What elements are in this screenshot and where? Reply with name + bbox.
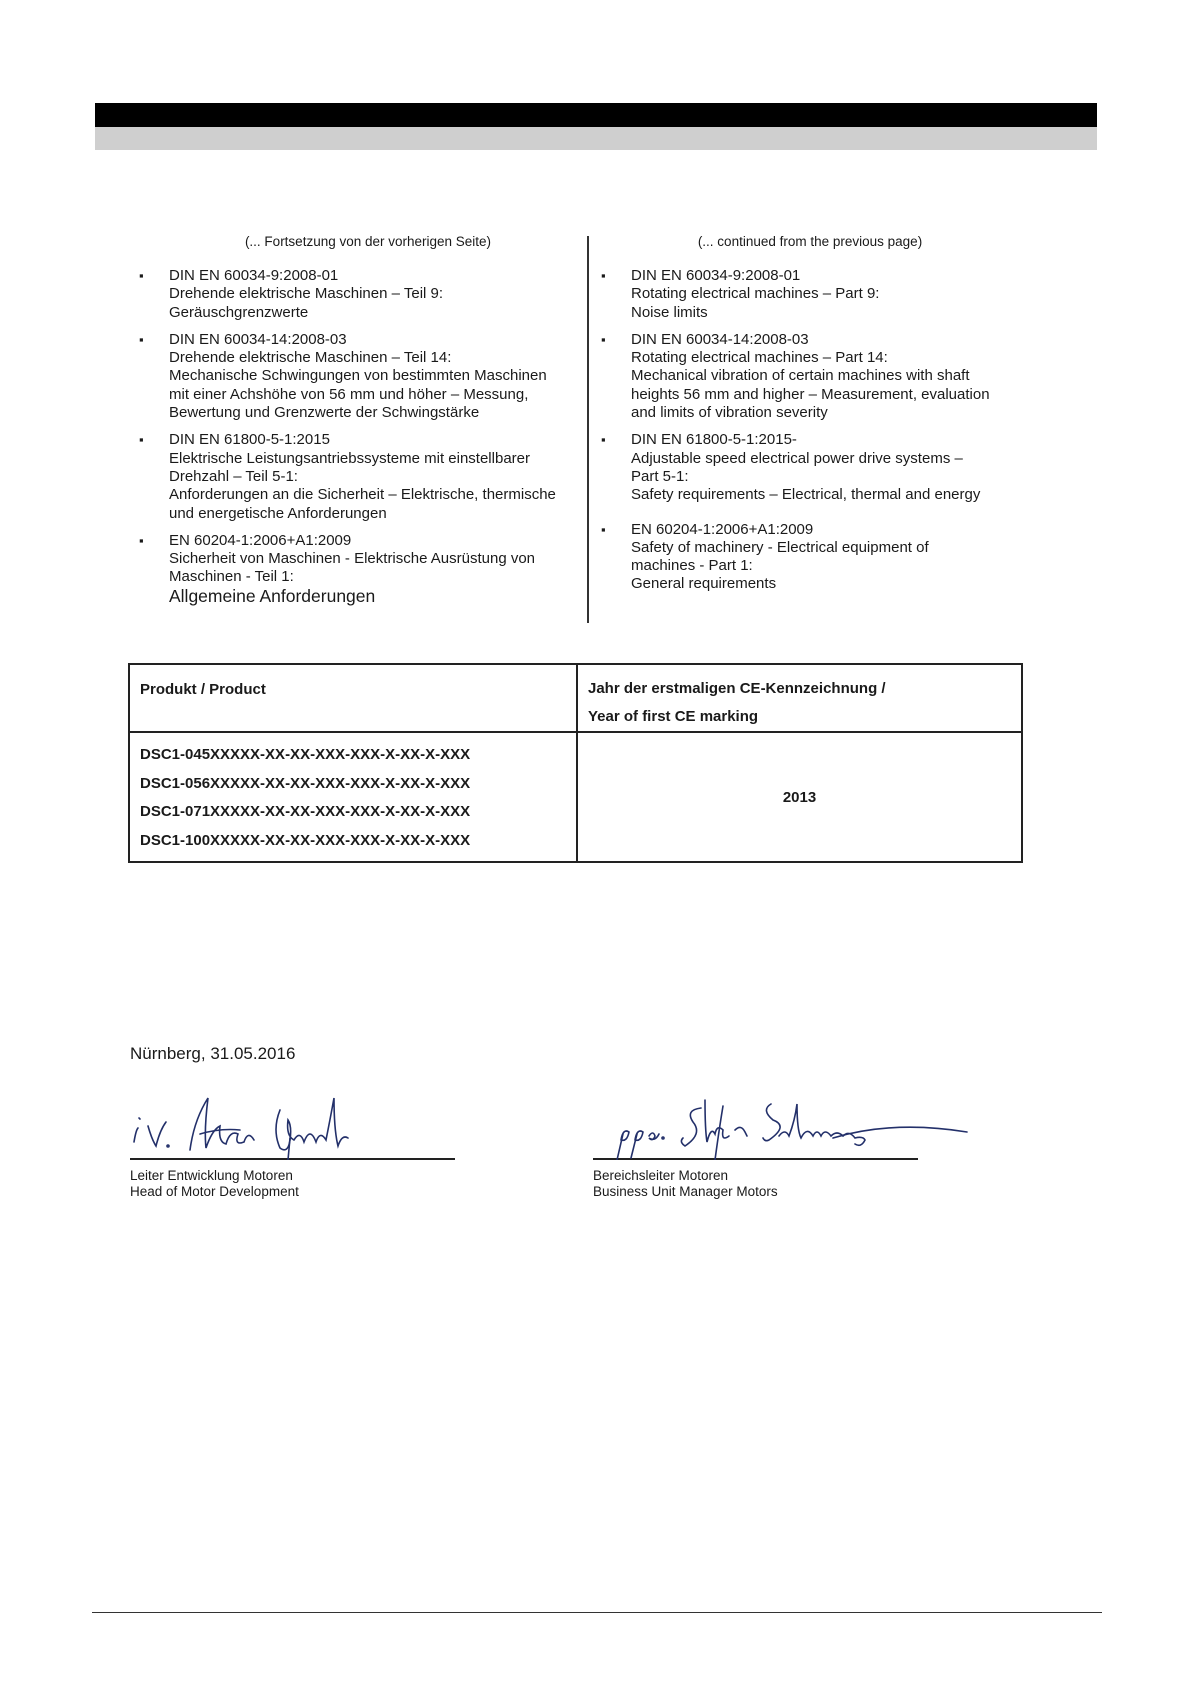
table-header-row xyxy=(129,664,1022,732)
bullet-icon: ▪ xyxy=(139,268,144,283)
norm-line: Bewertung und Grenzwerte der Schwingstärke xyxy=(169,404,480,422)
column-divider xyxy=(587,236,589,623)
norm-item xyxy=(133,331,583,422)
norm-code: DIN EN 60034-14:2008-03 xyxy=(631,330,809,348)
norm-code: DIN EN 60034-9:2008-01 xyxy=(631,267,801,284)
norm-item xyxy=(595,267,1025,322)
signature-block-left xyxy=(130,1090,455,1200)
norm-line: Sicherheit von Maschinen - Elektrische Ausrüstung von xyxy=(169,550,536,568)
bullet-icon: ▪ xyxy=(601,521,606,537)
norm-line: Mechanische Schwingungen von bestimmten Maschinen xyxy=(169,367,547,385)
product-table xyxy=(128,663,1023,863)
norm-line: Part 5-1: xyxy=(631,467,689,485)
signature-right xyxy=(593,1090,973,1160)
year-cell: 2013 xyxy=(577,732,1022,862)
norm-line: and limits of vibration severity xyxy=(631,404,828,422)
header-year-en: Year of first CE marking xyxy=(588,708,759,725)
product-code: DSC1-045XXXXX-XX-XX-XXX-XXX-X-XX-X-XXX xyxy=(140,746,471,763)
norm-line: Rotating electrical machines – Part 14: xyxy=(631,349,888,367)
norm-line: Mechanical vibration of certain machines with shaft xyxy=(631,367,970,385)
signature-left xyxy=(130,1090,455,1160)
norm-line: Safety of machinery - Electrical equipment of xyxy=(631,538,929,556)
norm-item xyxy=(133,267,583,322)
norm-line: Adjustable speed electrical power drive systems – xyxy=(631,449,963,467)
signer-title-de: Bereichsleiter Motoren xyxy=(593,1167,729,1183)
product-code: DSC1-071XXXXX-XX-XX-XXX-XXX-X-XX-X-XXX xyxy=(140,803,471,820)
norm-item xyxy=(595,431,1025,504)
footer-rule xyxy=(92,1612,1102,1613)
norm-line: Anforderungen an die Sicherheit – Elektrische, thermische xyxy=(169,486,556,504)
signature-line xyxy=(593,1158,918,1160)
norm-line: Noise limits xyxy=(631,303,708,321)
norm-line: Rotating electrical machines – Part 9: xyxy=(631,285,880,303)
norm-code: DIN EN 61800-5-1:2015 xyxy=(169,431,330,449)
norm-line: Drehzahl – Teil 5-1: xyxy=(169,467,298,485)
bullet-icon: ▪ xyxy=(601,432,606,448)
norm-line: und energetische Anforderungen xyxy=(169,504,387,522)
norm-line: Maschinen - Teil 1: xyxy=(169,568,294,586)
table-row xyxy=(129,732,1022,862)
header-black-bar xyxy=(95,103,1097,127)
norm-item xyxy=(595,521,1025,594)
bullet-icon: ▪ xyxy=(601,331,606,347)
norm-line: Drehende elektrische Maschinen – Teil 14: xyxy=(169,349,452,367)
norm-line: Drehende elektrische Maschinen – Teil 9: xyxy=(169,285,444,303)
bullet-icon: ▪ xyxy=(139,532,144,548)
norm-code: EN 60204-1:2006+A1:2009 xyxy=(631,520,814,538)
norms-list-en xyxy=(595,267,1025,594)
signature-line xyxy=(130,1158,455,1160)
signer-title-en: Business Unit Manager Motors xyxy=(593,1183,778,1199)
norm-line: Safety requirements – Electrical, thermal and energy xyxy=(631,486,981,504)
norm-line: General requirements xyxy=(631,575,777,593)
norm-item xyxy=(595,331,1025,422)
continued-note-en: (... continued from the previous page) xyxy=(697,234,923,249)
norm-line: mit einer Achshöhe von 56 mm und höher – Messung, xyxy=(169,385,529,403)
header-year xyxy=(577,664,1022,732)
bullet-icon: ▪ xyxy=(139,432,144,448)
signer-title-de: Leiter Entwicklung Motoren xyxy=(130,1167,293,1183)
bullet-icon: ▪ xyxy=(601,268,606,283)
norm-line: Allgemeine Anforderungen xyxy=(169,585,376,606)
header-gray-bar xyxy=(95,127,1097,150)
norm-line: Elektrische Leistungsantriebssysteme mit einstellbarer xyxy=(169,449,530,467)
bullet-icon: ▪ xyxy=(139,331,144,347)
norms-column-german xyxy=(133,234,583,614)
norm-code: DIN EN 61800-5-1:2015- xyxy=(631,431,797,449)
norm-line: heights 56 mm and higher – Measurement, evaluation xyxy=(631,385,990,403)
product-codes-cell xyxy=(129,732,577,862)
norm-line: machines - Part 1: xyxy=(631,557,753,575)
signer-title-en: Head of Motor Development xyxy=(130,1183,299,1199)
norm-code: EN 60204-1:2006+A1:2009 xyxy=(169,531,352,549)
norm-item xyxy=(133,431,583,522)
product-code: DSC1-056XXXXX-XX-XX-XXX-XXX-X-XX-X-XXX xyxy=(140,774,471,792)
norm-line: Geräuschgrenzwerte xyxy=(169,303,309,321)
header-product: Produkt / Product xyxy=(129,664,577,732)
norm-item xyxy=(133,532,583,605)
product-code: DSC1-100XXXXX-XX-XX-XXX-XXX-X-XX-X-XXX xyxy=(140,831,471,849)
norm-code: DIN EN 60034-9:2008-01 xyxy=(169,267,339,284)
place-date: Nürnberg, 31.05.2016 xyxy=(130,1044,296,1063)
norm-code: DIN EN 60034-14:2008-03 xyxy=(169,330,347,348)
norms-list-de xyxy=(133,267,583,605)
continued-note-de: (... Fortsetzung von der vorherigen Seite) xyxy=(244,234,492,249)
header-year-de: Jahr der erstmaligen CE-Kennzeichnung / xyxy=(588,680,886,697)
norms-column-english xyxy=(595,234,1025,603)
signature-block-right xyxy=(593,1090,918,1200)
